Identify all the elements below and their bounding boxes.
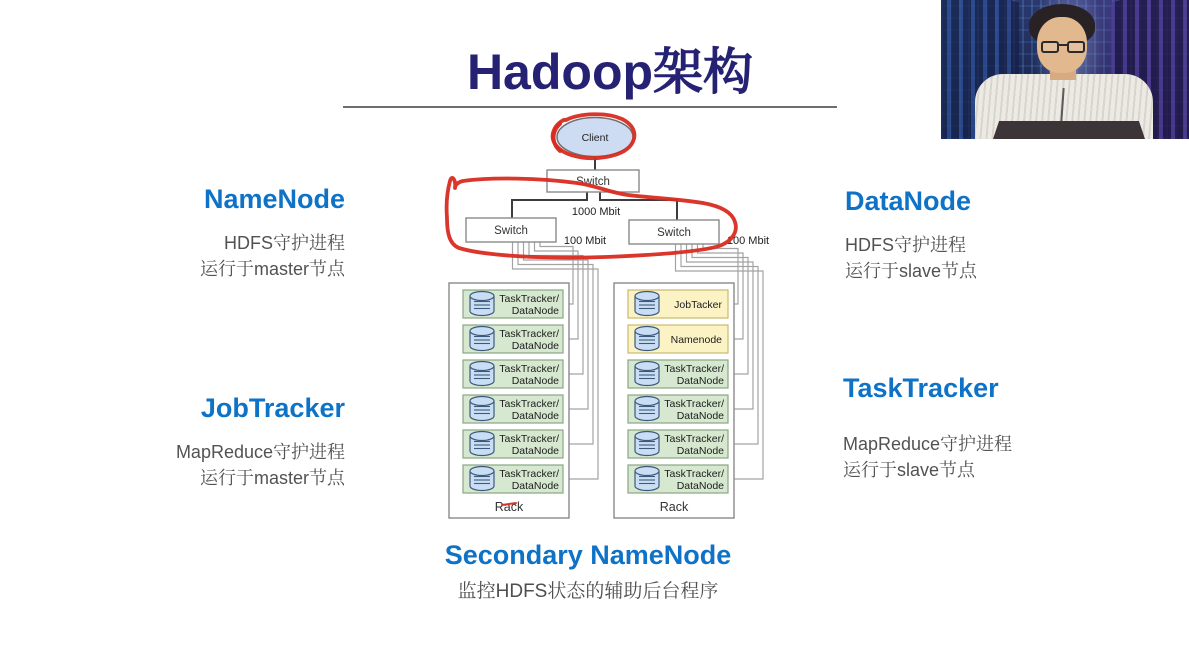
- node-label: TaskTracker/: [499, 328, 559, 340]
- node-label: DataNode: [676, 375, 724, 387]
- section-text-line: 运行于slave节点: [845, 261, 978, 281]
- rack-node: [628, 325, 728, 353]
- node-label: TaskTracker/: [499, 398, 559, 410]
- rack-node: [628, 290, 728, 318]
- node-label: TaskTracker/: [499, 468, 559, 480]
- node-label: Namenode: [670, 334, 722, 346]
- switch-label: Switch: [494, 225, 528, 237]
- node-label: DataNode: [511, 305, 559, 317]
- section-text-line: 运行于master节点: [199, 259, 345, 279]
- node-label: DataNode: [511, 480, 559, 492]
- node-label: TaskTracker/: [664, 398, 724, 410]
- rack-node: [463, 395, 563, 423]
- switch-label: Switch: [657, 227, 691, 239]
- node-label: TaskTracker/: [499, 293, 559, 305]
- section-text-line: 运行于master节点: [199, 468, 345, 488]
- node-label: DataNode: [511, 445, 559, 457]
- section-heading: NameNode: [203, 184, 345, 214]
- section-datanode: [845, 188, 1145, 284]
- client-label: Client: [581, 132, 609, 144]
- rack-node: [628, 465, 728, 493]
- node-label: TaskTracker/: [664, 363, 724, 375]
- rack-label: Rack: [659, 500, 689, 514]
- section-heading: JobTracker: [200, 393, 345, 423]
- rack-node: [463, 430, 563, 458]
- rack-node: [628, 395, 728, 423]
- rack-node: [628, 430, 728, 458]
- section-text-line: MapReduce守护进程: [175, 442, 345, 462]
- switch-label: Switch: [576, 176, 610, 188]
- node-label: DataNode: [676, 480, 724, 492]
- node-label: TaskTracker/: [499, 433, 559, 445]
- laptop: [993, 121, 1145, 139]
- section-namenode: [60, 186, 345, 282]
- left-speed-label: 100 Mbit: [563, 235, 607, 247]
- trunk-speed-label: 1000 Mbit: [571, 206, 621, 218]
- section-text-line: HDFS守护进程: [845, 235, 966, 255]
- hadoop-architecture-diagram: [330, 108, 810, 548]
- rack-node: [463, 465, 563, 493]
- page-title: Hadoop架构: [466, 44, 754, 100]
- section-heading: TaskTracker: [843, 373, 999, 403]
- glasses-icon: [1040, 41, 1086, 55]
- node-label: DataNode: [676, 410, 724, 422]
- rack-node: [463, 360, 563, 388]
- section-text-line: MapReduce守护进程: [843, 434, 1013, 454]
- node-label: JobTacker: [674, 299, 722, 311]
- section-text-line: 监控HDFS状态的辅助后台程序: [457, 581, 719, 602]
- rack-node: [463, 325, 563, 353]
- node-label: DataNode: [676, 445, 724, 457]
- node-label: TaskTracker/: [664, 468, 724, 480]
- section-tasktracker: [843, 375, 1143, 483]
- rack-node: [628, 360, 728, 388]
- section-text-line: 运行于slave节点: [843, 460, 976, 480]
- section-text-line: HDFS守护进程: [224, 233, 345, 253]
- node-label: TaskTracker/: [499, 363, 559, 375]
- section-secondary-namenode: [338, 542, 838, 605]
- webcam-video: [941, 0, 1189, 139]
- node-label: DataNode: [511, 340, 559, 352]
- rack-label: Rack: [494, 500, 524, 514]
- node-label: DataNode: [511, 410, 559, 422]
- right-speed-label: 100 Mbit: [726, 235, 770, 247]
- section-heading: DataNode: [845, 186, 972, 216]
- node-label: TaskTracker/: [664, 433, 724, 445]
- rack-node: [463, 290, 563, 318]
- section-jobtracker: [60, 395, 345, 491]
- section-heading: Secondary NameNode: [444, 540, 732, 570]
- node-label: DataNode: [511, 375, 559, 387]
